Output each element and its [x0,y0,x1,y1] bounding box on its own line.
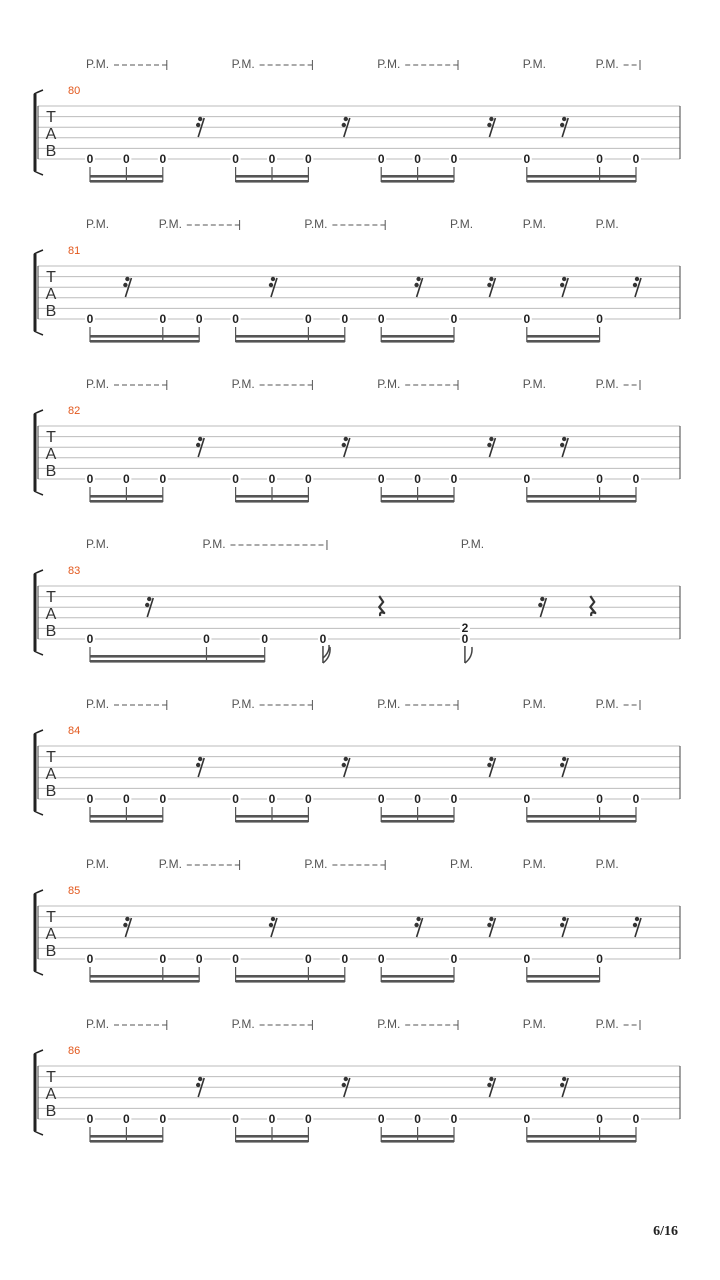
fret-number: 0 [596,312,603,326]
bracket-bottom-hook [34,331,43,335]
rest-dot [540,597,544,601]
fret-number: 0 [203,632,210,646]
fret-number: 0 [450,952,458,966]
tab-clef-letter: A [45,766,57,783]
fret-number: 0 [305,472,312,486]
rest-dot [487,1083,491,1087]
fret-number: 0 [305,152,312,166]
rest-dot [342,443,346,447]
rest-dot [198,1077,202,1081]
rest-dot [562,757,566,761]
measure-number: 85 [68,885,81,897]
fret-number: 0 [523,1112,531,1126]
rest-dot [538,603,542,607]
fret-number: 0 [632,152,640,166]
fret-number: 0 [268,152,276,166]
rest-dot [560,443,564,447]
fret-number: 2 [461,621,469,635]
fret-number: 0 [450,472,458,486]
rest-dot [560,1083,564,1087]
beam-primary [527,335,600,338]
tab-system [34,537,680,663]
rest-dot [560,923,564,927]
palm-mute-label: P.M. [158,217,182,231]
fret-number: 0 [195,312,203,326]
bracket-bottom-hook [34,971,43,975]
palm-mute-label: P.M. [86,377,110,391]
fret-number: 0 [159,312,167,326]
rest-dot [562,437,566,441]
beam-primary [527,815,636,818]
rest-dot [560,123,564,127]
fret-number: 0 [523,792,531,806]
fret-number: 0 [596,472,603,486]
tab-systems [34,57,680,1143]
rest-dot [416,277,420,281]
fret-number: 0 [414,472,421,486]
palm-mute-label: P.M. [377,377,401,391]
palm-mute-label: P.M. [595,697,619,711]
tab-clef-letter: T [46,909,56,926]
rest-dot [562,917,566,921]
fret-number: 0 [377,152,385,166]
fret-number: 0 [414,152,421,166]
palm-mute-label: P.M. [86,1017,110,1031]
measure-number: 83 [68,565,81,577]
palm-mute-label: P.M. [231,377,255,391]
fret-number: 0 [414,792,421,806]
rest-dot [635,277,639,281]
rest-dot [562,117,566,121]
beam-secondary [90,660,265,663]
palm-mute-label: P.M. [595,377,619,391]
palm-mute-label: P.M. [522,857,546,871]
fret-number: 0 [123,792,130,806]
fret-number: 0 [123,1112,130,1126]
fret-number: 0 [377,472,385,486]
rest-dot [562,1077,566,1081]
tab-system [34,217,680,343]
rest-dot [489,757,493,761]
palm-mute-label: P.M. [595,857,619,871]
fret-number: 0 [319,632,327,646]
rest-dot [145,603,149,607]
fret-number: 0 [450,1112,458,1126]
fret-number: 0 [232,152,239,166]
beam-primary [90,335,199,338]
tab-clef-letter: B [45,623,57,640]
fret-number: 0 [305,1112,312,1126]
rest-dot [198,437,202,441]
fret-number: 0 [632,1112,640,1126]
beam-secondary [527,180,636,183]
palm-mute-label: P.M. [377,697,401,711]
quarter-rest [590,596,595,616]
fret-number: 0 [123,152,130,166]
beam-primary [381,335,454,338]
fret-number: 0 [123,472,130,486]
fret-number: 0 [268,792,276,806]
tab-clef-letter: T [46,749,56,766]
rest-dot [487,123,491,127]
rest-dot [414,283,418,287]
fret-number: 0 [461,632,469,646]
beam-primary [527,175,636,178]
rest-dot [147,597,151,601]
tab-clef-letter: B [45,303,57,320]
rest-dot [123,283,127,287]
palm-mute-label: P.M. [231,1017,255,1031]
fret-number: 0 [159,1112,167,1126]
fret-number: 0 [159,952,167,966]
tab-clef-letter: T [46,589,56,606]
fret-number: 0 [596,1112,603,1126]
bracket-bottom-hook [34,491,43,495]
fret-number: 0 [86,472,94,486]
rest-dot [487,763,491,767]
palm-mute-label: P.M. [450,217,474,231]
rest-dot [489,277,493,281]
rest-dot [416,917,420,921]
rest-dot [489,917,493,921]
palm-mute-label: P.M. [522,697,546,711]
palm-mute-label: P.M. [522,217,546,231]
measure-number: 80 [68,85,81,97]
tab-clef-letter: A [45,286,57,303]
palm-mute-label: P.M. [377,57,401,71]
fret-number: 0 [86,1112,94,1126]
fret-number: 0 [450,792,458,806]
fret-number: 0 [377,792,385,806]
note-flag [465,647,472,663]
palm-mute-label: P.M. [86,857,110,871]
beam-secondary [381,980,454,983]
fret-number: 0 [523,152,531,166]
rest-dot [487,923,491,927]
beam-secondary [527,820,636,823]
fret-number: 0 [596,792,603,806]
tab-clef-letter: B [45,143,57,160]
beam-secondary [90,340,199,343]
measure-number: 82 [68,405,81,417]
beam-primary [527,975,600,978]
palm-mute-label: P.M. [202,537,226,551]
fret-number: 0 [232,1112,239,1126]
fret-number: 0 [450,152,458,166]
tab-system [34,377,680,503]
fret-number: 0 [523,472,531,486]
tab-clef-letter: T [46,269,56,286]
rest-dot [198,757,202,761]
palm-mute-label: P.M. [450,857,474,871]
rest-dot [125,917,129,921]
palm-mute-label: P.M. [86,57,110,71]
rest-dot [344,437,348,441]
fret-number: 0 [261,632,269,646]
tab-clef-letter: T [46,1069,56,1086]
palm-mute-label: P.M. [304,857,328,871]
fret-number: 0 [159,472,167,486]
rest-dot [269,923,273,927]
rest-dot [196,443,200,447]
rest-dot [633,923,637,927]
measure-number: 81 [68,245,81,257]
rest-dot [344,117,348,121]
palm-mute-label: P.M. [595,217,619,231]
beam-primary [90,975,199,978]
rest-dot [196,123,200,127]
tab-system [34,697,680,823]
fret-number: 0 [305,312,312,326]
fret-number: 0 [305,792,312,806]
palm-mute-label: P.M. [86,537,110,551]
bracket-bottom-hook [34,171,43,175]
fret-number: 0 [86,312,94,326]
palm-mute-label: P.M. [522,57,546,71]
rest-dot [271,277,275,281]
beam-secondary [236,340,345,343]
rest-dot [487,443,491,447]
tab-clef-letter: T [46,429,56,446]
rest-dot [269,283,273,287]
fret-number: 0 [450,312,458,326]
fret-number: 0 [377,952,385,966]
palm-mute-label: P.M. [522,1017,546,1031]
fret-number: 0 [159,152,167,166]
beam-secondary [527,1140,636,1143]
beam-secondary [527,500,636,503]
beam-primary [527,495,636,498]
tab-clef-letter: A [45,926,57,943]
rest-dot [560,763,564,767]
fret-number: 0 [632,472,640,486]
palm-mute-label: P.M. [86,217,110,231]
rest-dot [633,283,637,287]
beam-primary [527,1135,636,1138]
palm-mute-label: P.M. [377,1017,401,1031]
rest-dot [196,1083,200,1087]
rest-dot [344,1077,348,1081]
fret-number: 0 [596,952,603,966]
rest-dot [635,917,639,921]
fret-number: 0 [377,312,385,326]
fret-number: 0 [86,632,94,646]
tab-clef-letter: B [45,1103,57,1120]
beam-secondary [527,340,600,343]
tab-clef-letter: B [45,463,57,480]
palm-mute-label: P.M. [158,857,182,871]
fret-number: 0 [159,792,167,806]
measure-number: 86 [68,1045,81,1057]
bracket-top-hook [34,410,43,414]
beam-secondary [90,980,199,983]
fret-number: 0 [195,952,203,966]
rest-dot [342,123,346,127]
tab-clef-letter: B [45,783,57,800]
rest-dot [125,277,129,281]
rest-dot [489,117,493,121]
fret-number: 0 [341,952,349,966]
fret-number: 0 [86,152,94,166]
palm-mute-label: P.M. [304,217,328,231]
beam-secondary [527,980,600,983]
palm-mute-label: P.M. [595,1017,619,1031]
fret-number: 0 [232,472,239,486]
tab-clef-letter: A [45,1086,57,1103]
bracket-top-hook [34,890,43,894]
fret-number: 0 [86,792,94,806]
beam-primary [381,975,454,978]
bracket-top-hook [34,90,43,94]
fret-number: 0 [232,792,239,806]
palm-mute-label: P.M. [231,697,255,711]
fret-number: 0 [305,952,312,966]
beam-secondary [236,980,345,983]
quarter-rest [379,596,384,616]
beam-primary [236,975,345,978]
fret-number: 0 [232,312,239,326]
tab-clef-letter: B [45,943,57,960]
rest-dot [271,917,275,921]
rest-dot [489,1077,493,1081]
page-number: 6/16 [653,1224,678,1239]
palm-mute-label: P.M. [86,697,110,711]
tab-clef-letter: A [45,606,57,623]
tab-system [34,857,680,983]
rest-dot [489,437,493,441]
bracket-top-hook [34,570,43,574]
rest-dot [342,1083,346,1087]
bracket-bottom-hook [34,811,43,815]
fret-number: 0 [414,1112,421,1126]
tab-system [34,57,680,183]
palm-mute-label: P.M. [522,377,546,391]
tab-system [34,1017,680,1143]
fret-number: 0 [523,312,531,326]
fret-number: 0 [86,952,94,966]
fret-number: 0 [268,472,276,486]
beam-primary [236,335,345,338]
rest-dot [487,283,491,287]
measure-number: 84 [68,725,81,737]
rest-dot [562,277,566,281]
fret-number: 0 [596,152,603,166]
fret-number: 0 [523,952,531,966]
fret-number: 0 [341,312,349,326]
fret-number: 0 [377,1112,385,1126]
beam-primary [90,655,265,658]
rest-dot [196,763,200,767]
tab-clef-letter: A [45,126,57,143]
bracket-bottom-hook [34,651,43,655]
bracket-top-hook [34,1050,43,1054]
rest-dot [342,763,346,767]
rest-dot [123,923,127,927]
palm-mute-label: P.M. [595,57,619,71]
rest-dot [560,283,564,287]
palm-mute-label: P.M. [231,57,255,71]
bracket-top-hook [34,250,43,254]
fret-number: 0 [268,1112,276,1126]
rest-dot [414,923,418,927]
bracket-bottom-hook [34,1131,43,1135]
beam-secondary [381,340,454,343]
rest-dot [344,757,348,761]
palm-mute-label: P.M. [460,537,485,551]
tab-clef-letter: A [45,446,57,463]
fret-number: 0 [232,952,239,966]
bracket-top-hook [34,730,43,734]
rest-dot [198,117,202,121]
fret-number: 0 [632,792,640,806]
tab-clef-letter: T [46,109,56,126]
